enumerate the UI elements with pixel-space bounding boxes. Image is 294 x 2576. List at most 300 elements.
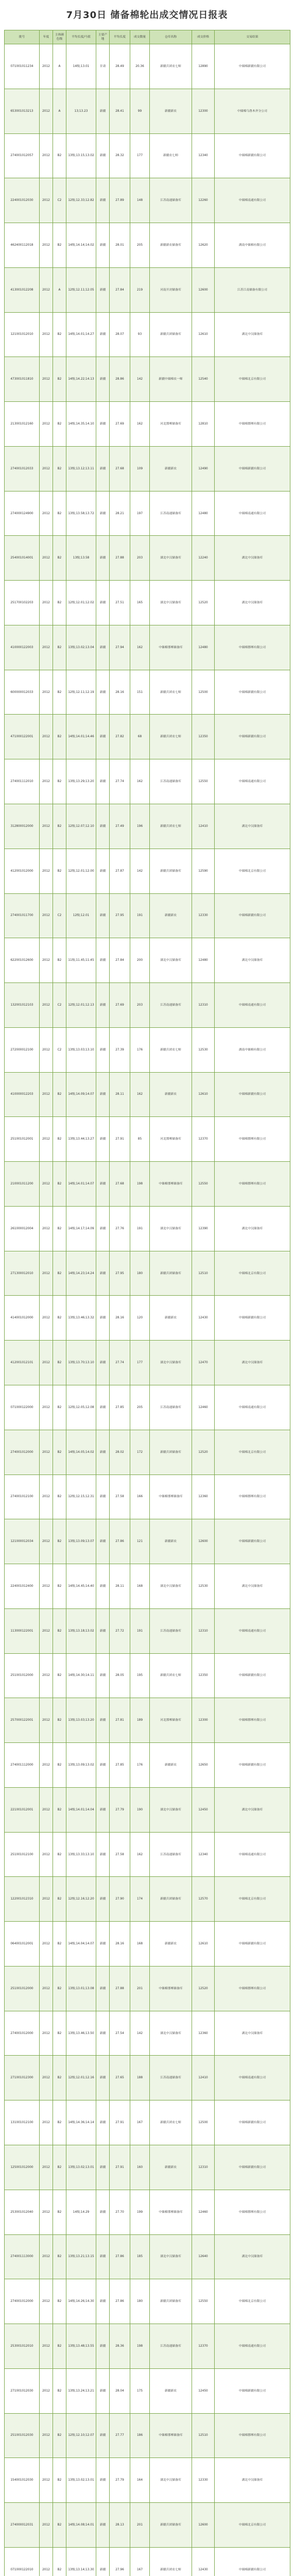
- result-cell: 中储棉邯郸有限公司: [215, 2413, 290, 2458]
- length-micronaire-cell: 12级;12.33;12.82: [66, 178, 96, 223]
- table-row: [5, 2190, 290, 2234]
- batch-cell: 253001012040: [5, 2190, 40, 2234]
- result-cell: 中储棉新疆有限公司: [215, 2100, 290, 2145]
- length-micronaire-cell: 12级;12.01;12.16: [66, 2056, 96, 2100]
- color-grade-cell: B2: [53, 1385, 66, 1430]
- result-cell: 中储棉南通有限公司: [215, 1608, 290, 1653]
- volume-cell: 166: [130, 1475, 150, 1519]
- origin-cell: 新疆: [96, 1966, 110, 2011]
- color-grade-cell: C2: [53, 983, 66, 1028]
- year-cell: 2012: [40, 1564, 53, 1609]
- color-grade-cell: B2: [53, 223, 66, 268]
- year-cell: 2012: [40, 1296, 53, 1341]
- length-micronaire-cell: 12级;12.01;12.13: [66, 983, 96, 1028]
- length-micronaire-cell: 13级;13.46;13.32: [66, 1296, 96, 1341]
- avg-length-cell: 28.49: [110, 44, 130, 89]
- avg-length-cell: 27.94: [110, 625, 130, 670]
- batch-cell: 224001012030: [5, 178, 40, 223]
- table-row: [5, 1385, 290, 1430]
- origin-cell: 新疆: [96, 1608, 110, 1653]
- volume-cell: 186: [130, 2413, 150, 2458]
- batch-cell: 271300012010: [5, 1251, 40, 1296]
- length-micronaire-cell: 14级;14.05;14.02: [66, 1430, 96, 1475]
- year-cell: 2012: [40, 1698, 53, 1743]
- report-title: 7月30日 储备棉轮出成交情况日报表: [66, 10, 228, 21]
- origin-cell: 新疆: [96, 89, 110, 133]
- warehouse-cell: 新疆新农: [150, 446, 192, 491]
- result-cell: 中储棉新疆有限公司: [215, 670, 290, 715]
- batch-cell: 251001012030: [5, 2413, 40, 2458]
- color-grade-cell: B2: [53, 357, 66, 402]
- price-cell: 12360: [192, 2011, 215, 2056]
- origin-cell: 甘肃: [96, 44, 110, 89]
- table-row: [5, 1296, 290, 1341]
- table-row: [5, 1608, 290, 1653]
- volume-cell: 199: [130, 2190, 150, 2234]
- origin-cell: 新疆: [96, 1117, 110, 1162]
- year-cell: 2012: [40, 625, 53, 670]
- batch-cell: 274001012100: [5, 1475, 40, 1519]
- batch-cell: 224001012400: [5, 1564, 40, 1609]
- color-grade-cell: B2: [53, 2145, 66, 2190]
- color-grade-cell: B2: [53, 938, 66, 983]
- table-row: [5, 1653, 290, 1698]
- warehouse-cell: 湖北中汉储备库: [150, 938, 192, 983]
- avg-length-cell: 27.84: [110, 938, 130, 983]
- volume-cell: 198: [130, 1162, 150, 1207]
- warehouse-cell: 新疆新农: [150, 1072, 192, 1117]
- avg-length-cell: 27.69: [110, 983, 130, 1028]
- volume-cell: 162: [130, 1832, 150, 1877]
- color-grade-cell: B2: [53, 1341, 66, 1385]
- table-row: [5, 2056, 290, 2100]
- warehouse-cell: 江苏南通储备库: [150, 491, 192, 536]
- price-cell: 12350: [192, 715, 215, 759]
- avg-length-cell: 28.86: [110, 357, 130, 402]
- warehouse-cell: 新疆兵团农七师: [150, 715, 192, 759]
- price-cell: 12460: [192, 2190, 215, 2234]
- length-micronaire-cell: 12级;12.11;12.05: [66, 267, 96, 312]
- price-cell: 12550: [192, 2279, 215, 2324]
- table-row: [5, 2100, 290, 2145]
- volume-cell: 180: [130, 2279, 150, 2324]
- origin-cell: 新疆: [96, 1653, 110, 1698]
- warehouse-cell: 河南开封储备库: [150, 267, 192, 312]
- table-row: [5, 983, 290, 1028]
- origin-cell: 新疆: [96, 2234, 110, 2279]
- table-row: [5, 1072, 290, 1117]
- table-header: [5, 30, 290, 44]
- price-cell: 12470: [192, 1341, 215, 1385]
- warehouse-cell: 新疆兵团储备库: [150, 1877, 192, 1922]
- price-cell: 12610: [192, 312, 215, 357]
- color-grade-cell: B2: [53, 2056, 66, 2100]
- year-cell: 2012: [40, 1877, 53, 1922]
- table-row: [5, 2458, 290, 2503]
- color-grade-cell: B2: [53, 1787, 66, 1832]
- table-row: [5, 1832, 290, 1877]
- table-row: [5, 1787, 290, 1832]
- origin-cell: 新疆: [96, 1162, 110, 1207]
- volume-cell: 168: [130, 1922, 150, 1967]
- year-cell: 2012: [40, 1027, 53, 1072]
- price-cell: 12310: [192, 1608, 215, 1653]
- price-cell: 12590: [192, 849, 215, 893]
- origin-cell: 新疆: [96, 2100, 110, 2145]
- batch-cell: 251700102203: [5, 581, 40, 625]
- price-cell: 12260: [192, 178, 215, 223]
- avg-length-cell: 28.07: [110, 312, 130, 357]
- result-cell: 湖北中汉储备库: [215, 2234, 290, 2279]
- year-cell: 2012: [40, 267, 53, 312]
- volume-cell: 120: [130, 1296, 150, 1341]
- avg-length-cell: 27.88: [110, 536, 130, 581]
- length-micronaire-cell: 14级;14.01;14.07: [66, 1162, 96, 1207]
- avg-length-cell: 27.91: [110, 1117, 130, 1162]
- length-micronaire-cell: 13级;13.44;13.27: [66, 1117, 96, 1162]
- color-grade-cell: B2: [53, 804, 66, 849]
- result-cell: 中储棉北京有限公司: [215, 2503, 290, 2548]
- origin-cell: 新疆: [96, 1430, 110, 1475]
- year-cell: 2012: [40, 759, 53, 804]
- batch-cell: 071000122000: [5, 1385, 40, 1430]
- batch-cell: 274001112000: [5, 1743, 40, 1788]
- price-cell: 12340: [192, 133, 215, 178]
- avg-length-cell: 27.87: [110, 849, 130, 893]
- result-cell: 中储棉乌鲁木齐分公司: [215, 89, 290, 133]
- warehouse-cell: 中储棉邯郸储备库: [150, 1162, 192, 1207]
- warehouse-cell: 河北邯郸储备库: [150, 402, 192, 447]
- origin-cell: 新疆: [96, 625, 110, 670]
- length-micronaire-cell: 14级;14.17;14.09: [66, 1206, 96, 1251]
- table-row: [5, 1206, 290, 1251]
- price-cell: 12350: [192, 1653, 215, 1698]
- length-micronaire-cell: 12级;12.01: [66, 893, 96, 938]
- length-micronaire-cell: 13级;13.01;13.08: [66, 1966, 96, 2011]
- result-cell: 中储棉北京有限公司: [215, 1877, 290, 1922]
- avg-length-cell: 27.91: [110, 2100, 130, 2145]
- table-row: [5, 1251, 290, 1296]
- color-grade-cell: B2: [53, 1206, 66, 1251]
- origin-cell: 新疆: [96, 715, 110, 759]
- warehouse-cell: 湖北中汉储备库: [150, 2458, 192, 2503]
- volume-cell: 176: [130, 1027, 150, 1072]
- table-row: [5, 267, 290, 312]
- warehouse-cell: 新疆中储棉农一师: [150, 357, 192, 402]
- avg-length-cell: 28.41: [110, 89, 130, 133]
- avg-length-cell: 27.65: [110, 2056, 130, 2100]
- origin-cell: 新疆: [96, 1787, 110, 1832]
- result-cell: 中储棉北京有限公司: [215, 1251, 290, 1296]
- origin-cell: 新疆: [96, 1475, 110, 1519]
- price-cell: 12460: [192, 1385, 215, 1430]
- table-row: [5, 1162, 290, 1207]
- table-row: [5, 715, 290, 759]
- header-row: [5, 30, 290, 44]
- color-grade-cell: B2: [53, 1475, 66, 1519]
- batch-cell: 257000122001: [5, 1698, 40, 1743]
- origin-cell: 新疆: [96, 491, 110, 536]
- origin-cell: 新疆: [96, 670, 110, 715]
- price-cell: 12610: [192, 1072, 215, 1117]
- header-cell-warehouse: 仓库名称: [150, 30, 192, 44]
- result-cell: 中储棉新疆有限公司: [215, 44, 290, 89]
- price-cell: 12510: [192, 2413, 215, 2458]
- batch-cell: 131001012100: [5, 2100, 40, 2145]
- year-cell: 2012: [40, 44, 53, 89]
- origin-cell: 新疆: [96, 267, 110, 312]
- origin-cell: 新疆: [96, 2458, 110, 2503]
- origin-cell: 新疆: [96, 581, 110, 625]
- volume-cell: 177: [130, 133, 150, 178]
- avg-length-cell: 27.86: [110, 2234, 130, 2279]
- avg-length-cell: 27.74: [110, 759, 130, 804]
- year-cell: 2012: [40, 2547, 53, 2576]
- warehouse-cell: 新疆兵团储备库: [150, 2503, 192, 2548]
- batch-cell: 274001012033: [5, 446, 40, 491]
- origin-cell: 新疆: [96, 2279, 110, 2324]
- batch-cell: 274000124900: [5, 491, 40, 536]
- result-cell: 中储棉南通有限公司: [215, 2324, 290, 2369]
- avg-length-cell: 27.39: [110, 1027, 130, 1072]
- origin-cell: 新疆: [96, 2547, 110, 2576]
- result-cell: 中储棉南通有限公司: [215, 2056, 290, 2100]
- length-micronaire-cell: 12级;12.10;12.07: [66, 2413, 96, 2458]
- volume-cell: 201: [130, 1966, 150, 2011]
- year-cell: 2012: [40, 1385, 53, 1430]
- result-cell: 中储棉邯郸有限公司: [215, 2190, 290, 2234]
- batch-cell: 312800012000: [5, 804, 40, 849]
- length-micronaire-cell: 13级;13.21;13.15: [66, 2234, 96, 2279]
- avg-length-cell: 28.04: [110, 2368, 130, 2413]
- result-cell: 湖北中汉储备库: [215, 536, 290, 581]
- batch-cell: 254001014001: [5, 536, 40, 581]
- table-row: [5, 2547, 290, 2576]
- table-row: [5, 357, 290, 402]
- volume-cell: 142: [130, 849, 150, 893]
- origin-cell: 新疆: [96, 133, 110, 178]
- length-micronaire-cell: 14级;14.08;14.01: [66, 2503, 96, 2548]
- avg-length-cell: 27.86: [110, 1519, 130, 1564]
- length-micronaire-cell: 11级;11.45;11.45: [66, 938, 96, 983]
- length-micronaire-cell: 13级;13.18;13.02: [66, 1608, 96, 1653]
- header-cell-color-grade: 主体颜色级: [53, 30, 66, 44]
- price-cell: 12410: [192, 804, 215, 849]
- avg-length-cell: 27.89: [110, 178, 130, 223]
- length-micronaire-cell: 13级;13.02;13.01: [66, 2145, 96, 2190]
- length-micronaire-cell: 13级;13.15;13.02: [66, 133, 96, 178]
- batch-cell: 064001012001: [5, 1922, 40, 1967]
- result-cell: 中储棉南通有限公司: [215, 1385, 290, 1430]
- batch-cell: 410000012203: [5, 1072, 40, 1117]
- batch-cell: 132001012103: [5, 983, 40, 1028]
- length-micronaire-cell: 14级;14.45;14.40: [66, 1564, 96, 1609]
- table-row: [5, 804, 290, 849]
- warehouse-cell: 新疆兵团农七师: [150, 44, 192, 89]
- price-cell: 12370: [192, 2324, 215, 2369]
- price-cell: 12520: [192, 1430, 215, 1475]
- warehouse-cell: 江苏南通储备库: [150, 1608, 192, 1653]
- batch-cell: 125001012000: [5, 2145, 40, 2190]
- avg-length-cell: 28.16: [110, 1922, 130, 1967]
- origin-cell: 新疆: [96, 1743, 110, 1788]
- warehouse-cell: 江苏南通储备库: [150, 983, 192, 1028]
- year-cell: 2012: [40, 133, 53, 178]
- result-cell: 中储棉新疆有限公司: [215, 1296, 290, 1341]
- origin-cell: 新疆: [96, 1296, 110, 1341]
- report-table: [4, 30, 290, 2576]
- volume-cell: 142: [130, 2011, 150, 2056]
- price-cell: 12480: [192, 625, 215, 670]
- color-grade-cell: B2: [53, 581, 66, 625]
- year-cell: 2012: [40, 1117, 53, 1162]
- volume-cell: 205: [130, 1385, 150, 1430]
- price-cell: 12390: [192, 1206, 215, 1251]
- length-micronaire-cell: 13级;13.58;13.72: [66, 491, 96, 536]
- warehouse-cell: 新疆新农: [150, 1743, 192, 1788]
- batch-cell: 274001113000: [5, 2234, 40, 2279]
- year-cell: 2012: [40, 2368, 53, 2413]
- table-row: [5, 2145, 290, 2190]
- color-grade-cell: B2: [53, 1072, 66, 1117]
- color-grade-cell: B2: [53, 715, 66, 759]
- year-cell: 2012: [40, 2190, 53, 2234]
- avg-length-cell: 27.70: [110, 2190, 130, 2234]
- color-grade-cell: B2: [53, 625, 66, 670]
- origin-cell: 新疆: [96, 1341, 110, 1385]
- length-micronaire-cell: 13级;13.03;13.20: [66, 1698, 96, 1743]
- warehouse-cell: 新疆兵团储备库: [150, 1251, 192, 1296]
- year-cell: 2012: [40, 1608, 53, 1653]
- origin-cell: 新疆: [96, 983, 110, 1028]
- batch-cell: 471000122001: [5, 715, 40, 759]
- color-grade-cell: B2: [53, 1698, 66, 1743]
- volume-cell: 189: [130, 1698, 150, 1743]
- warehouse-cell: 新疆兵团储备库: [150, 849, 192, 893]
- year-cell: 2012: [40, 2458, 53, 2503]
- length-micronaire-cell: 13级;13.29;13.20: [66, 759, 96, 804]
- color-grade-cell: B2: [53, 2324, 66, 2369]
- length-micronaire-cell: 14级;13.01: [66, 44, 96, 89]
- result-cell: 中储棉北京有限公司: [215, 357, 290, 402]
- result-cell: 湖北中汉储备库: [215, 2458, 290, 2503]
- price-cell: 12330: [192, 2458, 215, 2503]
- avg-length-cell: 27.88: [110, 1966, 130, 2011]
- volume-cell: 162: [130, 402, 150, 447]
- price-cell: 12620: [192, 223, 215, 268]
- year-cell: 2012: [40, 2503, 53, 2548]
- avg-length-cell: 28.36: [110, 2324, 130, 2369]
- avg-length-cell: 28.02: [110, 1430, 130, 1475]
- table-row: [5, 1877, 290, 1922]
- year-cell: 2012: [40, 1966, 53, 2011]
- price-cell: 12890: [192, 44, 215, 89]
- volume-cell: 174: [130, 1877, 150, 1922]
- table-row: [5, 1743, 290, 1788]
- color-grade-cell: B2: [53, 133, 66, 178]
- avg-length-cell: 27.76: [110, 1206, 130, 1251]
- year-cell: 2012: [40, 2011, 53, 2056]
- table-row: [5, 491, 290, 536]
- origin-cell: 新疆: [96, 1251, 110, 1296]
- warehouse-cell: 河北邯郸储备库: [150, 1698, 192, 1743]
- year-cell: 2012: [40, 1922, 53, 1967]
- table-row: [5, 1698, 290, 1743]
- result-cell: 中储棉南通有限公司: [215, 178, 290, 223]
- color-grade-cell: A: [53, 44, 66, 89]
- volume-cell: 200: [130, 938, 150, 983]
- origin-cell: 新疆: [96, 1698, 110, 1743]
- volume-cell: 20.36: [130, 44, 150, 89]
- table-row: [5, 2413, 290, 2458]
- year-cell: 2012: [40, 1430, 53, 1475]
- year-cell: 2012: [40, 223, 53, 268]
- origin-cell: 新疆: [96, 1519, 110, 1564]
- warehouse-cell: 湖北中汉储备库: [150, 1787, 192, 1832]
- batch-cell: 271001012300: [5, 2056, 40, 2100]
- volume-cell: 175: [130, 2368, 150, 2413]
- volume-cell: 196: [130, 804, 150, 849]
- avg-length-cell: 27.58: [110, 1832, 130, 1877]
- color-grade-cell: C2: [53, 178, 66, 223]
- avg-length-cell: 28.11: [110, 1564, 130, 1609]
- origin-cell: 新疆: [96, 1922, 110, 1967]
- length-micronaire-cell: 12级;12.11;12.19: [66, 670, 96, 715]
- table-row: [5, 1564, 290, 1609]
- result-cell: 湖北中汉储备库: [215, 312, 290, 357]
- year-cell: 2012: [40, 178, 53, 223]
- avg-length-cell: 27.68: [110, 446, 130, 491]
- warehouse-cell: 中储棉邯郸储备库: [150, 1966, 192, 2011]
- length-micronaire-cell: 13级;13.12;13.11: [66, 446, 96, 491]
- batch-cell: 274001012000: [5, 2279, 40, 2324]
- price-cell: 12430: [192, 1296, 215, 1341]
- warehouse-cell: 新疆新农: [150, 1296, 192, 1341]
- length-micronaire-cell: 12级;12.01;12.02: [66, 581, 96, 625]
- warehouse-cell: 新疆兵团储备库: [150, 2279, 192, 2324]
- table-row: [5, 1922, 290, 1967]
- year-cell: 2012: [40, 536, 53, 581]
- year-cell: 2012: [40, 1653, 53, 1698]
- price-cell: 12810: [192, 402, 215, 447]
- batch-cell: 622001012600: [5, 938, 40, 983]
- price-cell: 12300: [192, 1698, 215, 1743]
- result-cell: 中储棉新疆有限公司: [215, 133, 290, 178]
- year-cell: 2012: [40, 1475, 53, 1519]
- avg-length-cell: 27.69: [110, 402, 130, 447]
- volume-cell: 164: [130, 2458, 150, 2503]
- result-cell: 中储棉南通有限公司: [215, 1832, 290, 1877]
- color-grade-cell: B2: [53, 1296, 66, 1341]
- table-row: [5, 759, 290, 804]
- price-cell: 12310: [192, 2145, 215, 2190]
- header-cell-result: 交易结果: [215, 30, 290, 44]
- price-cell: 12360: [192, 1475, 215, 1519]
- length-micronaire-cell: 13级;13.14;13.30: [66, 2547, 96, 2576]
- volume-cell: 148: [130, 178, 150, 223]
- volume-cell: 121: [130, 1519, 150, 1564]
- length-micronaire-cell: 13级;13.46;13.50: [66, 2011, 96, 2056]
- length-micronaire-cell: 13级;13.48;13.55: [66, 2324, 96, 2369]
- batch-cell: 274001012057: [5, 133, 40, 178]
- length-micronaire-cell: 14级;14.35;14.10: [66, 402, 96, 447]
- batch-cell: 272000012100: [5, 1027, 40, 1072]
- length-micronaire-cell: 12级;12.15;12.31: [66, 1475, 96, 1519]
- color-grade-cell: B2: [53, 1653, 66, 1698]
- batch-cell: 274001012000: [5, 1430, 40, 1475]
- warehouse-cell: 河北邯郸储备库: [150, 1117, 192, 1162]
- volume-cell: 168: [130, 1564, 150, 1609]
